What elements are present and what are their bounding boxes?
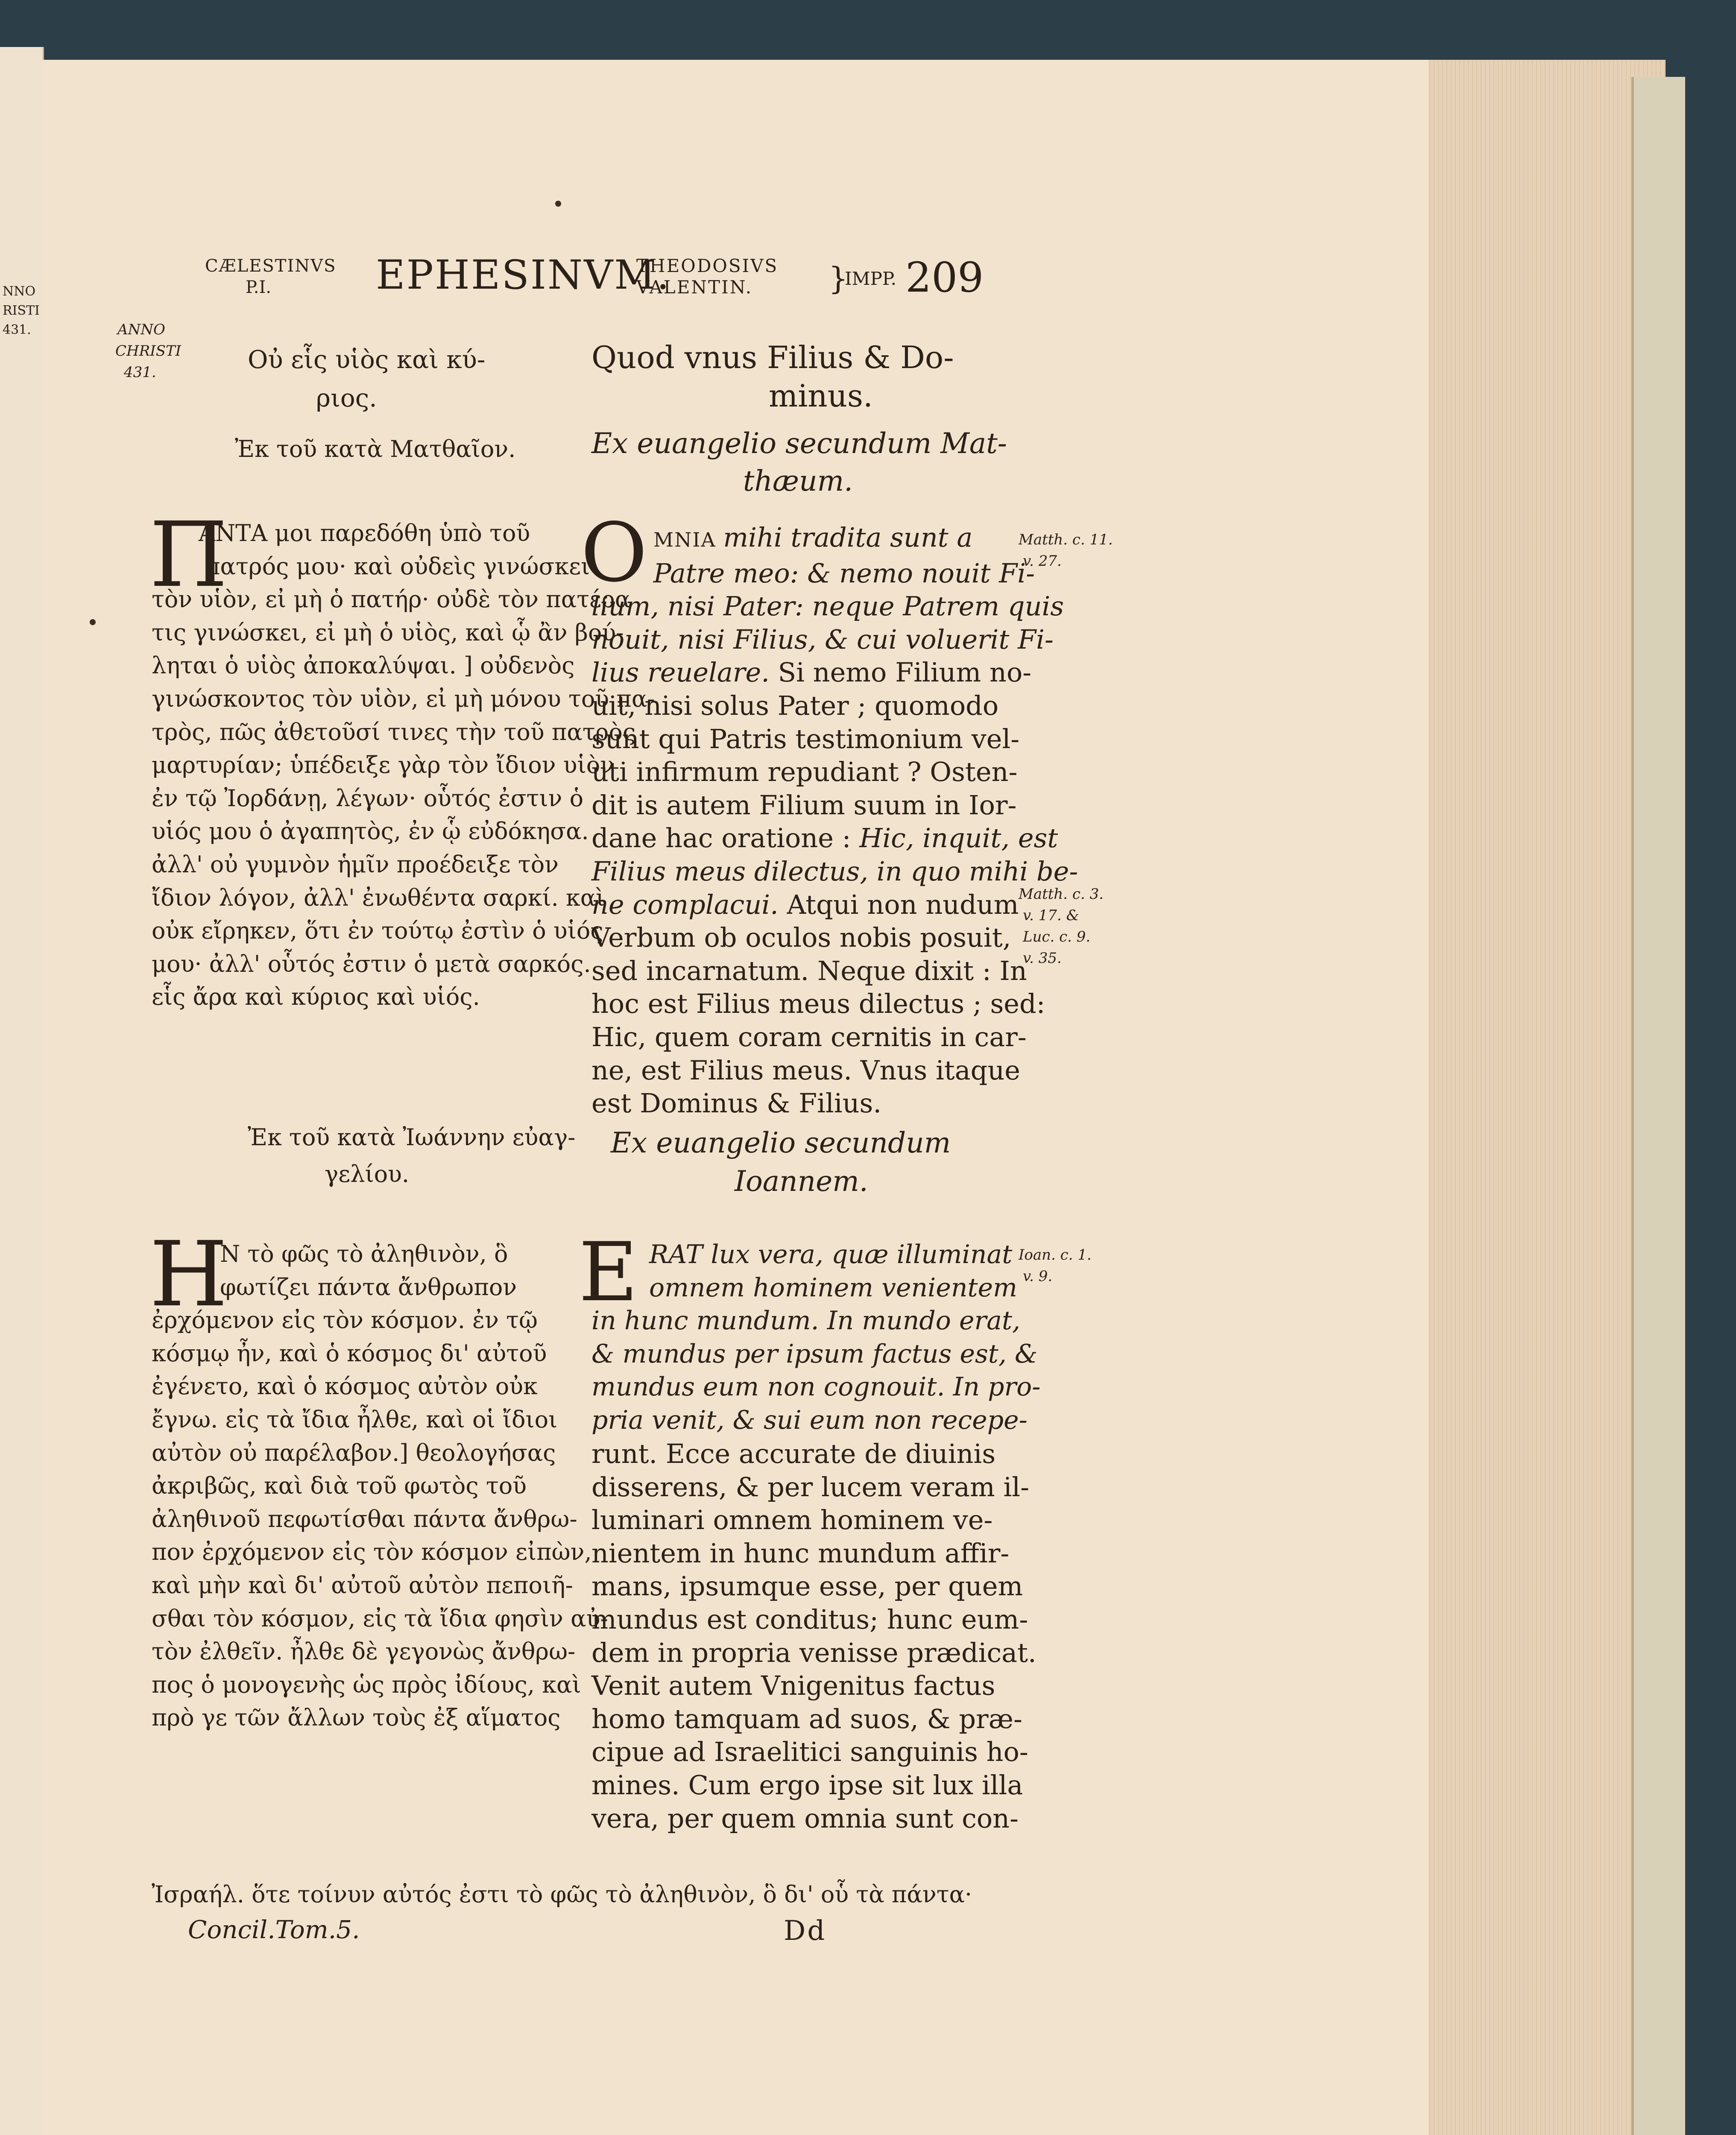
margin-ref: v. 27. [1023,553,1062,570]
greek-line: ἐν τῷ Ἰορδάνῃ, λέγων· οὗτός ἐστιν ὁ [152,784,584,812]
latin-line: mundus est conditus; hunc eum- [591,1603,1028,1635]
latin-line: dit is autem Filium suum in Ior- [591,789,1017,821]
greek-line: πρὸ γε τῶν ἄλλων τοὺς ἐξ αἵματος [152,1704,561,1731]
margin-ref: Matth. c. 3. [1019,886,1104,903]
margin-ref: Luc. c. 9. [1023,928,1091,945]
latin-italic: lius reuelare. [591,657,770,688]
latin-line: cipue ad Israelitici sanguinis ho- [591,1736,1028,1768]
prev-margin-line: 431. [3,322,31,337]
greek-line: οὐκ εἴρηκεν, ὅτι ἐν τούτῳ ἐστὶν ὁ υἱός [152,917,603,945]
latin-line: disserens, & per lucem veram il- [591,1471,1030,1503]
greek-paragraph-1 [152,517,655,1014]
greek-title-line: ριος. [316,383,377,412]
latin-line: in hunc mundum. In mundo erat, [591,1306,1021,1336]
latin-subtitle-line: Ex euangelio secundum Mat- [591,427,1007,460]
greek-line: εἷς ἄρα καὶ κύριος καὶ υἱός. [152,983,480,1011]
latin-line: Verbum ob oculos nobis posuit, [591,922,1011,953]
latin-line: pria venit, & sui eum non recepe- [591,1405,1028,1435]
greek-title-line: Οὐ εἷς υἱὸς καὶ κύ- [248,345,486,374]
greek-line: ἀληθινοῦ πεφωτίσθαι πάντα ἄνθρω- [152,1505,577,1533]
greek-line: ἐρχόμενον εἰς τὸν κόσμον. ἐν τῷ [152,1307,538,1334]
latin-italic: mihi tradita sunt a [723,522,973,553]
latin-subtitle-line: Ex euangelio secundum [611,1126,951,1159]
latin-subtitle-line: thæum. [743,465,853,497]
latin-line: mines. Cum ergo ipse sit lux illa [591,1769,1023,1801]
greek-line: σθαι τὸν κόσμον, εἰς τὰ ἴδια φησὶν αὐ- [152,1605,608,1632]
greek-line: καὶ μὴν καὶ δι' αὐτοῦ αὐτὸν πεποιῆ- [152,1571,573,1599]
greek-line: τρὸς, πῶς ἀθετοῦσί τινες τὴν τοῦ πατρὸς [152,718,636,746]
latin-line: RAT lux vera, quæ illuminat [649,1240,1013,1269]
latin-caps: MNIA [653,528,723,551]
greek-final-line: Ἰσραήλ. ὅτε τοίνυν αὐτός ἐστι τὸ φῶς τὸ ἀληθινὸν, ὃ δι' οὗ τὰ πάντα· [152,1881,972,1908]
greek-line: τὸν υἱὸν, εἰ μὴ ὁ πατήρ· οὐδὲ τὸν πατέρα [152,586,631,613]
greek-paragraph-2 [152,1237,608,1734]
greek-line: τὸν ἐλθεῖν. ἦλθε δὲ γεγονὼς ἄνθρω- [152,1638,576,1665]
latin-subtitle-line: Ioannem. [735,1165,868,1198]
greek-line: ληται ὁ υἱὸς ἀποκαλύψαι. ] οὐδενὸς [152,652,575,679]
greek-line: τις γινώσκει, εἰ μὴ ὁ υἱὸς, καὶ ᾧ ἂν βού- [152,619,624,646]
latin-line: dem in propria venisse prædicat. [591,1637,1036,1668]
margin-year: 431. [124,364,156,381]
latin-italic: ne complacui. [591,889,779,920]
latin-italic: Hic, inquit, est [859,822,1058,854]
header-emperor-1: THEODOSIVS [636,255,779,276]
latin-line: homo tamquam ad suos, & præ- [591,1703,1022,1734]
header-emperor-2: VALENTIN. [636,277,753,298]
header-pope-sub: P.I. [246,278,272,297]
margin-anno: ANNO [117,321,165,338]
latin-line: vera, per quem omnia sunt con- [591,1802,1019,1834]
header-pope: CÆLESTINVS [205,256,337,276]
margin-christi: CHRISTI [115,342,182,360]
greek-drop-cap: Π [149,503,228,607]
footer-volume: Concil.Tom.5. [188,1915,360,1944]
latin-line: uti infirmum repudiant ? Osten- [591,756,1018,788]
footer-signature: Dd [784,1915,827,1947]
greek-line: πος ὁ μονογενὴς ὡς πρὸς ἰδίους, καὶ [152,1671,581,1698]
previous-page-edge [0,47,44,2135]
greek-line: ἀλλ' οὐ γυμνὸν ἡμῖν προέδειξε τὸν [152,851,559,878]
latin-line: ne, est Filius meus. Vnus itaque [591,1054,1020,1086]
greek-line: πον ἐρχόμενον εἰς τὸν κόσμον εἰπὼν, [152,1538,592,1566]
greek-line: μου· ἀλλ' οὗτός ἐστιν ὁ μετὰ σαρκός. [152,950,591,977]
greek-line: ΑΝΤΑ μοι παρεδόθη ὑπὸ τοῦ [199,520,530,547]
latin-line: Venit autem Vnigenitus factus [591,1670,995,1702]
latin-roman: Atqui non nudum [787,889,1019,920]
margin-ref: Ioan. c. 1. [1019,1246,1092,1263]
page-number: 209 [905,254,984,301]
greek-line: υἱός μου ὁ ἀγαπητὸς, ἐν ᾧ εὐδόκησα. [152,818,589,845]
greek-line: φωτίζει πάντα ἄνθρωπον [220,1273,517,1301]
header-brace: } [828,260,848,296]
page-title: EPHESINVM. [376,252,671,298]
book-binding [1631,77,1685,2135]
latin-line: luminari omnem hominem ve- [591,1504,993,1536]
latin-line: Patre meo: & nemo nouit Fi- [653,557,1035,589]
greek-line: κόσμῳ ἦν, καὶ ὁ κόσμος δι' αὐτοῦ [152,1339,547,1367]
margin-ref: v. 9. [1023,1268,1053,1285]
greek-line: ἔγνω. εἰς τὰ ἴδια ἦλθε, καὶ οἱ ἴδιοι [152,1406,558,1433]
margin-ref: v. 35. [1023,950,1062,967]
margin-ref: Matth. c. 11. [1019,531,1113,548]
latin-line: omnem hominem venientem [649,1272,1018,1303]
latin-line: lium, nisi Pater: neque Patrem quis [591,591,1064,622]
header-emperor-suffix: IMPP. [845,268,896,289]
greek-subtitle-line: Ἐκ τοῦ κατὰ Ἰωάννην εὐαγ- [248,1124,576,1151]
latin-line: nientem in hunc mundum affir- [591,1537,1010,1569]
latin-title-line: minus. [769,378,873,414]
prev-margin-line: RISTI [3,303,40,318]
latin-title-line: Quod vnus Filius & Do- [591,339,954,375]
latin-line: Filius meus dilectus, in quo mihi be- [591,855,1078,887]
greek-line: ἴδιον λόγον, ἀλλ' ἐνωθέντα σαρκί. καὶ [152,884,605,911]
greek-subtitle: Ἐκ τοῦ κατὰ Ματθαῖον. [235,436,516,462]
book-page [43,60,1429,2135]
latin-line: nouit, nisi Filius, & cui voluerit Fi- [591,623,1054,655]
latin-line: est Dominus & Filius. [591,1088,882,1119]
latin-paragraph-2 [591,1437,1036,1835]
latin-line: runt. Ecce accurate de diuinis [591,1438,996,1469]
latin-roman: Si nemo Filium no- [778,657,1032,688]
paper-speck [555,201,561,207]
paper-speck [90,619,96,625]
latin-drop-cap: O [581,506,647,600]
latin-line: hoc est Filius meus dilectus ; sed: [591,988,1045,1020]
latin-drop-cap: E [579,1225,638,1319]
greek-drop-cap: Η [149,1222,228,1327]
latin-line: uit, nisi solus Pater ; quomodo [591,690,999,721]
greek-line: Ν τὸ φῶς τὸ ἀληθινὸν, ὃ [220,1240,508,1267]
greek-line: αὐτὸν οὐ παρέλαβον.] θεολογήσας [152,1439,556,1466]
prev-margin-line: NNO [3,284,36,299]
greek-line: ἐγένετο, καὶ ὁ κόσμος αὐτὸν οὐκ [152,1373,538,1400]
latin-line: & mundus per ipsum factus est, & [591,1339,1038,1369]
latin-line: sed incarnatum. Neque dixit : In [591,955,1027,986]
greek-line: ἀκριβῶς, καὶ διὰ τοῦ φωτὸς τοῦ [152,1472,527,1500]
latin-line: sunt qui Patris testimonium vel- [591,723,1020,755]
greek-line: γινώσκοντος τὸν υἱὸν, εἰ μὴ μόνου τοῦ πα- [152,685,655,712]
latin-line: mans, ipsumque esse, per quem [591,1571,1023,1602]
page-block-edge [1422,60,1666,2135]
latin-line: Hic, quem coram cernitis in car- [591,1021,1027,1053]
greek-line: μαρτυρίαν; ὑπέδειξε γὰρ τὸν ἴδιον υἱὸν [152,752,615,779]
margin-ref: v. 17. & [1023,907,1079,924]
greek-subtitle-line: γελίου. [325,1161,410,1187]
latin-roman: dane hac oratione : [591,822,860,854]
greek-line: πατρός μου· καὶ οὐδεὶς γινώσκει [205,553,590,580]
latin-line: mundus eum non cognouit. In pro- [591,1372,1041,1402]
